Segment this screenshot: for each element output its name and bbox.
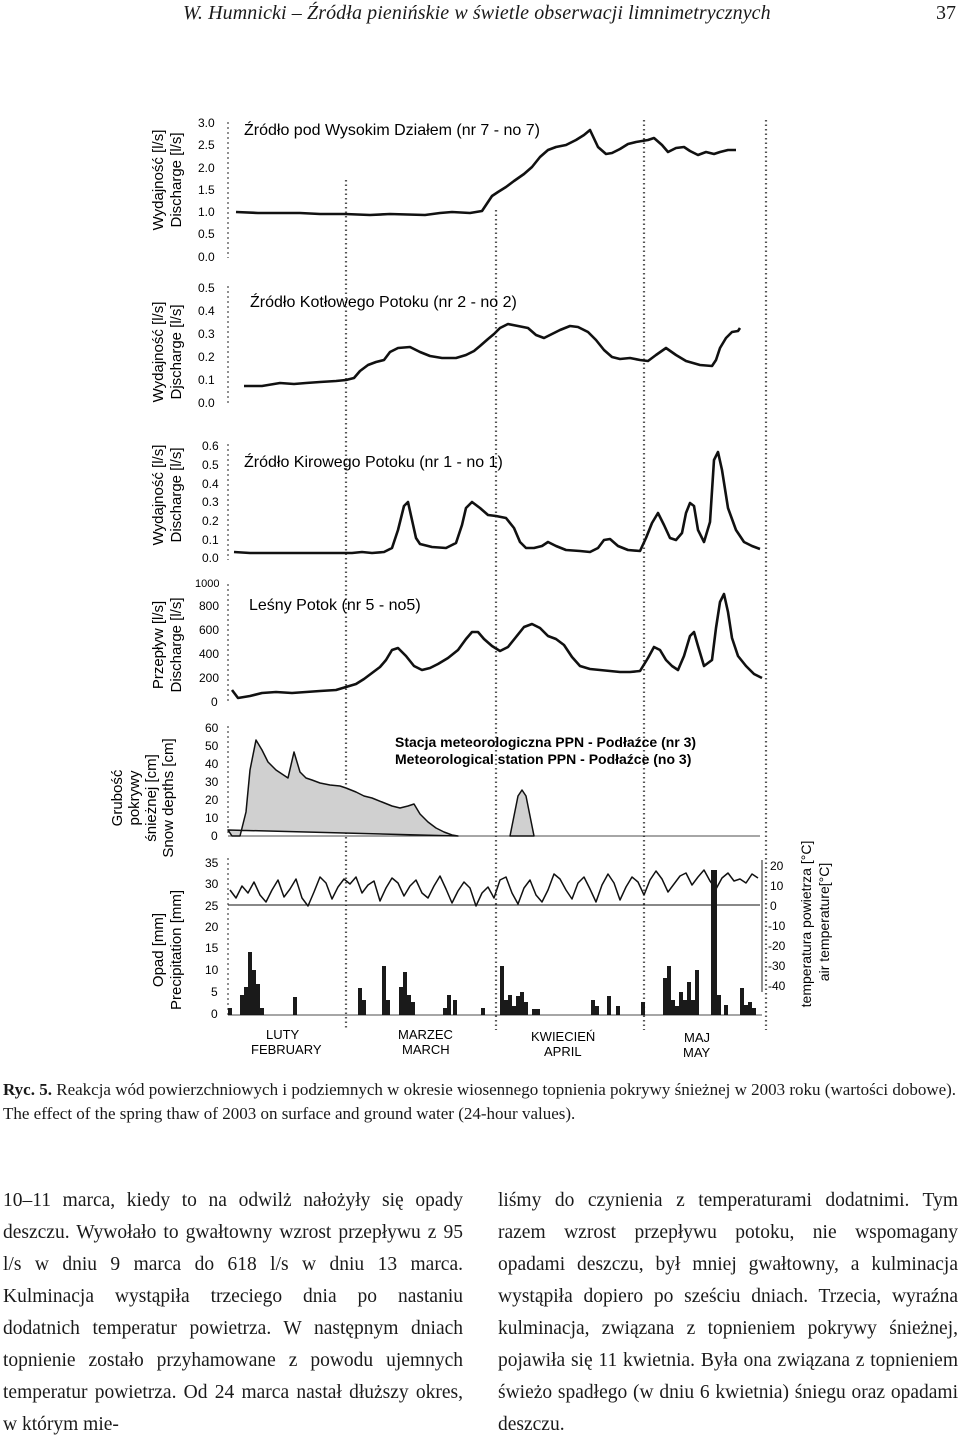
panel-3-tick: 0.4 [202, 477, 219, 491]
precip-bar [252, 970, 256, 1015]
precip-bar [504, 1000, 508, 1015]
precip-tick: 5 [211, 985, 218, 999]
panel-4-tick: 600 [199, 623, 220, 637]
panel-1-ylabel-pl: Wydajność [l/s] [150, 129, 167, 231]
precip-bar [748, 1002, 752, 1015]
panel-4-ylabel-pl: Przepływ [l/s] [150, 600, 167, 690]
precip-bar [752, 1008, 756, 1015]
temperature-series [230, 870, 758, 906]
precip-panel [150, 841, 832, 1021]
snow-station-en: Meteorological station PPN - Podłaźce (no 3) [395, 751, 692, 767]
panel-3-title: Źródło Kirowego Potoku (nr 1 - no 1) [244, 454, 503, 471]
figure-5 [0, 90, 960, 1075]
temp-tick: -40 [768, 979, 786, 993]
panel-1-title: Źródło pod Wysokim Działem (nr 7 - no 7) [244, 122, 540, 139]
temp-label-pl: temperatura powietrza [°C] [798, 840, 814, 1008]
precip-bar [248, 952, 252, 1015]
snow-ylabel-line: pokrywy [126, 770, 143, 826]
panel-1-tick: 1.5 [198, 183, 215, 197]
panel-1-tick: 2.5 [198, 138, 215, 152]
precip-bar [516, 996, 520, 1015]
precip-bar [671, 1000, 675, 1015]
panel-4-title: Leśny Potok (nr 5 - no5) [249, 597, 421, 614]
panel-1-tick: 3.0 [198, 116, 215, 130]
hydrograph-figure [0, 90, 960, 1075]
panel-2-tick: 0.1 [198, 373, 215, 387]
precip-ylabel-pl: Opad [mm] [150, 912, 167, 988]
precip-bar [532, 1009, 536, 1015]
snow-tick: 20 [205, 793, 219, 807]
panel-2-tick: 0.5 [198, 281, 215, 295]
precip-bar [244, 987, 248, 1015]
panel-3-tick: 0.3 [202, 495, 219, 509]
precip-tick: 0 [211, 1007, 218, 1021]
month-label-en: MARCH [402, 1042, 450, 1057]
precip-bar [711, 870, 717, 1015]
precip-bar [399, 987, 403, 1015]
month-separators [346, 120, 766, 1030]
page-header [0, 0, 960, 34]
figure-caption [3, 1078, 957, 1126]
snow-tick: 0 [211, 829, 218, 843]
month-label-en: APRIL [544, 1044, 582, 1059]
panel-3-tick: 0.1 [202, 533, 219, 547]
precip-bar [512, 1006, 516, 1015]
precip-bar [675, 1006, 679, 1015]
caption-label: Ryc. 5. [3, 1080, 52, 1099]
precip-bar [595, 1006, 599, 1015]
panel-3-tick: 0.2 [202, 514, 219, 528]
panel-3-tick: 0.6 [202, 439, 219, 453]
precip-bar [607, 996, 611, 1015]
precip-tick: 10 [205, 963, 219, 977]
panel-2-series [244, 324, 740, 386]
panel-2-tick: 0.0 [198, 396, 215, 410]
caption-pl [3, 1078, 957, 1102]
month-labels [251, 1027, 711, 1060]
precip-bar [591, 1000, 595, 1015]
snow-ylabel-line: Grubość [109, 769, 126, 827]
precip-bar [687, 982, 691, 1015]
precip-tick: 25 [205, 899, 219, 913]
precip-ylabel-en: Precipitation [mm] [168, 889, 185, 1011]
caption-text-en: The effect of the spring thaw of 2003 on surface and ground water (24-hour values). [3, 1104, 576, 1123]
snow-panel [109, 721, 760, 858]
precip-bar [411, 1002, 415, 1015]
snow-ylabel-line: Snow depths [cm] [160, 738, 177, 858]
precip-bar [240, 995, 244, 1015]
body-left-column: 10–11 marca, kiedy to na odwilż nałożyły się opady deszczu. Wywołało to gwałtowny wzrost przepływu z 95 l/s w dniu 9 marca do 618 l/s w dniu 13 marca. Kulminacja wystąpiła trzeciego dnia po nastaniu dodatnich temperatur powietrza. W następnym dniach topnienie zostało przyhamowane z powodu ujemnych temperatur powietrza. Od 24 marca nastał dłuższy okres, w którym mie- [3, 1190, 463, 1435]
snow-tick: 60 [205, 721, 219, 735]
month-label-en: MAY [683, 1045, 711, 1060]
month-label-en: FEBRUARY [251, 1042, 322, 1057]
panel-2 [150, 281, 740, 410]
temp-tick: 10 [770, 879, 784, 893]
precip-bar [616, 1006, 620, 1015]
temp-tick: -20 [768, 939, 786, 953]
panel-4-tick: 1000 [195, 578, 220, 590]
body-right-column: liśmy do czynienia z temperaturami dodatnimi. Tym razem wzrost przepływu potoku, nie wspomagany opadami deszczu, był mniej gwałtowny, a kulminacja wystąpiła dopiero po sześciu dniach. Trzecia, wyraźna kulminacja, związana z topnieniem pokrywy śnieżnej, pojawiła się 11 kwietnia. Była ona związana z topnieniem świeżo spadłego (w dniu 6 kwietnia) śniegu oraz opadami deszczu. [498, 1190, 958, 1435]
precip-tick: 15 [205, 941, 219, 955]
precip-bar [520, 992, 524, 1015]
panel-1-series [236, 130, 736, 215]
panel-3-tick: 0.5 [202, 458, 219, 472]
precip-bar [740, 988, 744, 1015]
snow-station-pl: Stacja meteorologiczna PPN - Podłaźce (nr 3) [395, 734, 697, 750]
precip-bar [447, 995, 451, 1015]
precip-bar [663, 978, 667, 1015]
precip-tick: 20 [205, 920, 219, 934]
precip-bar [744, 1005, 748, 1015]
precip-bar [695, 970, 699, 1015]
precip-bar [407, 995, 411, 1015]
temp-tick: 0 [770, 899, 777, 913]
snow-tick: 40 [205, 757, 219, 771]
panel-3-ylabel-pl: Wydajność [l/s] [150, 444, 167, 546]
precip-bars [228, 870, 756, 1015]
snow-ylabel-line: śnieżnej [cm] [143, 754, 160, 842]
panel-4-tick: 400 [199, 647, 220, 661]
precip-bar [691, 1000, 695, 1015]
precip-tick: 35 [205, 856, 219, 870]
precip-bar [683, 1000, 687, 1015]
precip-bar [717, 995, 721, 1015]
snow-tick: 10 [205, 811, 219, 825]
precip-bar [260, 1008, 264, 1015]
precip-bar [443, 1008, 447, 1015]
precip-bar [358, 988, 362, 1015]
panel-3 [150, 439, 760, 565]
panel-4-ylabel-en: Discharge [l/s] [168, 597, 185, 693]
month-label-pl: LUTY [266, 1027, 300, 1042]
panel-1-ylabel-en: Discharge [l/s] [168, 132, 185, 228]
panel-1 [150, 116, 736, 264]
caption-text-pl: Reakcja wód powierzchniowych i podziemnych w okresie wiosennego topnienia pokrywy śnieżnej w 2003 roku (wartości dobowe). [56, 1080, 957, 1099]
precip-bar [453, 1000, 457, 1015]
snow-tick: 30 [205, 775, 219, 789]
snow-area-april [510, 790, 534, 836]
month-label-pl: MAJ [684, 1030, 710, 1045]
panel-2-ylabel-en: Djscharge [l/s] [168, 304, 185, 400]
temp-tick: 20 [770, 859, 784, 873]
panel-3-ylabel-en: Discharge [l/s] [168, 447, 185, 543]
precip-bar [293, 997, 297, 1015]
precip-bar [536, 1009, 540, 1015]
snow-tick: 50 [205, 739, 219, 753]
panel-1-tick: 1.0 [198, 205, 215, 219]
precip-bar [386, 1000, 390, 1015]
panel-4-tick: 800 [199, 599, 220, 613]
precip-bar [362, 1000, 366, 1015]
precip-bar [524, 1002, 528, 1015]
temp-tick: -10 [768, 919, 786, 933]
precip-bar [481, 1008, 485, 1015]
temp-label-en: air temperature[°C] [816, 862, 832, 982]
precip-bar [382, 966, 386, 1015]
precip-bar [500, 966, 504, 1015]
precip-bar [724, 1005, 728, 1015]
panel-2-title: Źródło Kotłowego Potoku (nr 2 - no 2) [250, 294, 517, 311]
panel-3-tick: 0.0 [202, 551, 219, 565]
precip-bar [256, 984, 260, 1015]
precip-tick: 30 [205, 877, 219, 891]
panel-1-tick: 0.5 [198, 227, 215, 241]
precip-bar [508, 995, 512, 1015]
panel-2-ylabel-pl: Wydajność [l/s] [150, 301, 167, 403]
precip-bar [228, 1008, 232, 1015]
precip-bar [667, 966, 671, 1015]
temp-tick: -30 [768, 959, 786, 973]
panel-4-tick: 200 [199, 671, 220, 685]
panel-4 [150, 578, 762, 709]
panel-2-tick: 0.2 [198, 350, 215, 364]
panel-2-tick: 0.4 [198, 304, 215, 318]
month-label-pl: KWIECIEŃ [531, 1029, 596, 1044]
panel-2-tick: 0.3 [198, 327, 215, 341]
month-label-pl: MARZEC [398, 1027, 453, 1042]
running-title: W. Humnicki – Źródła pienińskie w świetle obserwacji limnimetrycznych [183, 2, 771, 24]
panel-4-tick: 0 [211, 695, 218, 709]
panel-1-tick: 2.0 [198, 161, 215, 175]
precip-bar [679, 992, 683, 1015]
precip-bar [641, 1002, 645, 1015]
panel-1-tick: 0.0 [198, 250, 215, 264]
page-number: 37 [936, 2, 956, 24]
precip-bar [403, 972, 407, 1015]
